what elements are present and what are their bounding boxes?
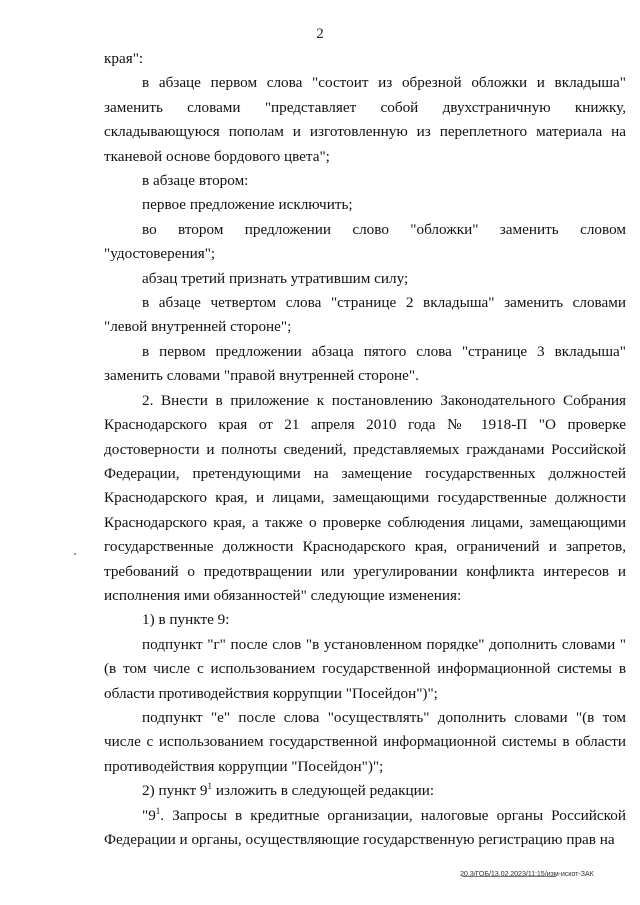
margin-dot [74,553,76,555]
paragraph-subitem-2-superscript: 1 [207,781,213,792]
paragraph-continuation: края": [104,50,144,67]
paragraph-point-9-1-superscript: 1 [155,805,161,816]
paragraph-subpoint-g: подпункт "г" после слов "в установленном порядке" дополнить словами "(в том числе с использованием государственной информационной системы в области противодействия коррупции "Посейдон")"; [104,635,626,702]
paragraph-amendment-first-abzac: в абзаце первом слова "состоит из обрезной обложки и вкладыша" заменить словами "представляет собой двухстраничную книжку, складывающуюся пополам и изготовленную из переплетного материала на тканевой основе бордового цвета"; [104,74,626,165]
paragraph-third-abzac-void: абзац третий признать утратившим силу; [142,269,409,287]
paragraph-subitem-1: 1) в пункте 9: [142,611,230,629]
paragraph-point-9-1-before: "9 [142,806,156,824]
paragraph-subitem-2-after: изложить в следующей редакции: [212,782,435,800]
paragraph-second-abzac-heading: в абзаце втором: [142,172,249,190]
paragraph-item-2: 2. Внести в приложение к постановлению Законодательного Собрания Краснодарского края от 21 апреля 2010 года № 1918-П "О проверке достоверности и полноты сведений, представляемых гражданами Российской Федерации, претендующими на замещение государственных должностей Краснодарского края, и лицами, замещающими государственные должности Краснодарского края, а также о проверке соблюдения лицами, замещающими государственные должности Краснодарского края, ограничений и запретов, требований о предотвращении или урегулировании конфликта интересов и исполнения ими обязанностей" следующие изменения: [104,391,626,604]
document-body [104,47,626,852]
paragraph-fourth-abzac: в абзаце четвертом слова "странице 2 вкладыша" заменить словами "левой внутренней стороне"; [104,294,626,336]
paragraph-point-9-1-after: . Запросы в кредитные организации, налоговые органы Российской Федерации и органы, осуществляющие государственную регистрацию прав на [104,806,626,848]
paragraph-subitem-2-before: 2) пункт 9 [142,782,208,800]
paragraph-subitem-2 [104,779,626,803]
paragraph-subpoint-e: подпункт "е" после слова "осуществлять" дополнить словами "(в том числе с использованием государственной информационной системы в области противодействия коррупции "Посейдон")"; [104,708,626,775]
paragraph-fifth-abzac: в первом предложении абзаца пятого слова "странице 3 вкладыша" заменить словами "правой внутренней стороне". [104,342,626,385]
paragraph-point-9-1 [104,804,626,853]
paragraph-second-sentence-replace: во втором предложении слово "обложки" заменить словом "удостоверения"; [104,220,626,263]
paragraph-first-sentence-exclude: первое предложение исключить; [142,196,353,214]
footer-stamp: 20.3/ГОБ/13.02.2023/11:15/изм-искот-ЗАК [460,869,594,878]
page-number: 2 [316,26,324,42]
